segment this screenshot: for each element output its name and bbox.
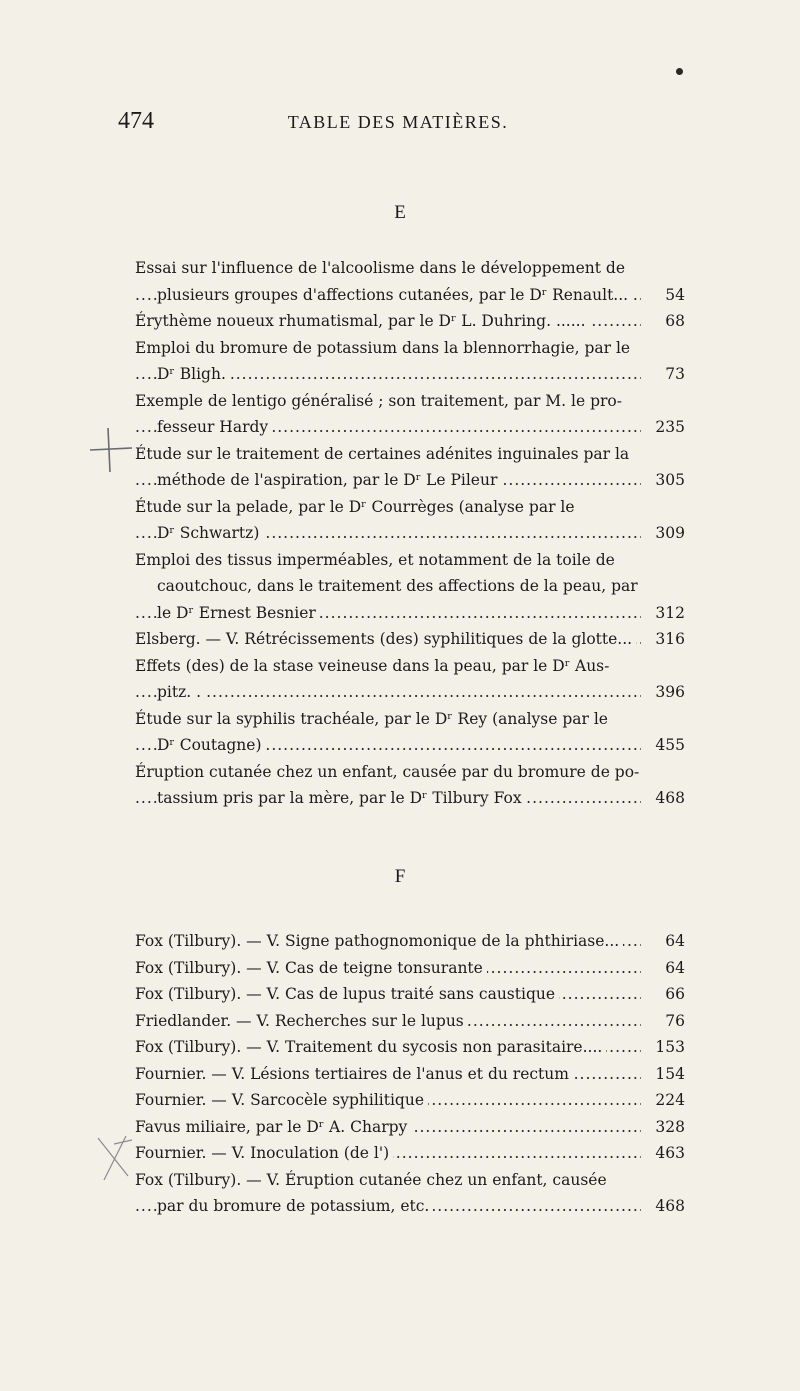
index-entry bbox=[135, 1034, 685, 1061]
entry-text: Érythème noueux rhumatismal, par le Dʳ L. Duhring. ...... bbox=[135, 312, 590, 330]
entry-text: Fournier. — V. Lésions tertiaires de l'anus et du rectum bbox=[135, 1065, 573, 1083]
index-entry bbox=[135, 981, 685, 1008]
index-entry-line bbox=[135, 706, 685, 733]
entry-text: méthode de l'aspiration, par le Dʳ Le Pileur bbox=[157, 471, 501, 489]
pencil-cross-mark bbox=[86, 420, 136, 480]
index-entry-line bbox=[135, 308, 685, 335]
index-entry-line bbox=[135, 1034, 685, 1061]
index-entry bbox=[135, 706, 685, 759]
page-reference: 305 bbox=[641, 467, 685, 494]
entry-text: Exemple de lentigo généralisé ; son traitement, par M. le pro- bbox=[135, 392, 626, 410]
entry-text: Éruption cutanée chez un enfant, causée par du bromure de po- bbox=[135, 763, 643, 781]
entry-text: plusieurs groupes d'affections cutanées, par le Dʳ Renault... bbox=[157, 286, 632, 304]
page-reference: 463 bbox=[641, 1140, 685, 1167]
entry-text: Étude sur la syphilis trachéale, par le Dʳ Rey (analyse par le bbox=[135, 710, 612, 728]
entry-text: Fox (Tilbury). — V. Cas de teigne tonsurante bbox=[135, 959, 487, 977]
entry-text: le Dʳ Ernest Besnier bbox=[157, 604, 320, 622]
page-reference: 153 bbox=[641, 1034, 685, 1061]
page-reference: 68 bbox=[641, 308, 685, 335]
page-reference: 64 bbox=[641, 928, 685, 955]
page-number: 474 bbox=[118, 108, 154, 134]
index-entry-line bbox=[135, 679, 685, 706]
index-entry-line bbox=[135, 785, 685, 812]
index-section-f bbox=[135, 928, 685, 1220]
index-entry bbox=[135, 494, 685, 547]
index-entry-line bbox=[135, 626, 685, 653]
page-header bbox=[118, 108, 678, 138]
index-entry bbox=[135, 1061, 685, 1088]
entry-text: Dʳ Schwartz) bbox=[157, 524, 263, 542]
index-entry-line bbox=[135, 1193, 685, 1220]
page-reference: 312 bbox=[641, 600, 685, 627]
running-title: TABLE DES MATIÈRES. bbox=[287, 112, 509, 132]
entry-text: Fox (Tilbury). — V. Signe pathognomonique de la phthiriase... bbox=[135, 932, 623, 950]
index-entry bbox=[135, 1114, 685, 1141]
entry-text: Étude sur le traitement de certaines adénites inguinales par la bbox=[135, 445, 633, 463]
index-entry-line bbox=[135, 414, 685, 441]
entry-text: Emploi du bromure de potassium dans la blennorrhagie, par le bbox=[135, 339, 634, 357]
index-entry bbox=[135, 1140, 685, 1167]
index-entry-line bbox=[135, 1087, 685, 1114]
index-entry-line bbox=[135, 361, 685, 388]
ink-spot bbox=[676, 68, 683, 75]
entry-text: Friedlander. — V. Recherches sur le lupus bbox=[135, 1012, 468, 1030]
page-reference: 468 bbox=[641, 785, 685, 812]
section-letter-f: F bbox=[394, 866, 406, 887]
index-entry-line bbox=[135, 547, 685, 574]
index-entry-line bbox=[135, 955, 685, 982]
index-entry-line bbox=[135, 335, 685, 362]
index-entry-line bbox=[135, 1140, 685, 1167]
index-entry-line bbox=[135, 981, 685, 1008]
index-entry bbox=[135, 308, 685, 335]
entry-text: Dʳ Coutagne) bbox=[157, 736, 266, 754]
entry-text: fesseur Hardy bbox=[157, 418, 272, 436]
index-entry-line bbox=[135, 573, 685, 600]
index-entry bbox=[135, 1087, 685, 1114]
page-reference: 468 bbox=[641, 1193, 685, 1220]
index-entry-line bbox=[135, 494, 685, 521]
entry-text: Essai sur l'influence de l'alcoolisme dans le développement de bbox=[135, 259, 629, 277]
index-entry bbox=[135, 441, 685, 494]
entry-text: Fournier. — V. Inoculation (de l') bbox=[135, 1144, 393, 1162]
index-entry bbox=[135, 335, 685, 388]
index-entry-line bbox=[135, 759, 685, 786]
index-entry-line bbox=[135, 928, 685, 955]
index-entry-line bbox=[135, 388, 685, 415]
entry-text: Étude sur la pelade, par le Dʳ Courrèges (analyse par le bbox=[135, 498, 579, 516]
index-entry bbox=[135, 955, 685, 982]
index-entry bbox=[135, 928, 685, 955]
index-entry-line bbox=[135, 520, 685, 547]
entry-text: tassium pris par la mère, par le Dʳ Tilbury Fox bbox=[157, 789, 526, 807]
page-reference: 235 bbox=[641, 414, 685, 441]
page-reference: 154 bbox=[641, 1061, 685, 1088]
page-reference: 66 bbox=[641, 981, 685, 1008]
page-reference: 76 bbox=[641, 1008, 685, 1035]
index-entry bbox=[135, 1008, 685, 1035]
index-entry bbox=[135, 653, 685, 706]
entry-text: Effets (des) de la stase veineuse dans la peau, par le Dʳ Aus- bbox=[135, 657, 613, 675]
index-entry-line bbox=[135, 1114, 685, 1141]
index-entry bbox=[135, 759, 685, 812]
entry-text: Favus miliaire, par le Dʳ A. Charpy bbox=[135, 1118, 411, 1136]
entry-text: Fox (Tilbury). — V. Cas de lupus traité sans caustique bbox=[135, 985, 559, 1003]
entry-text: Elsberg. — V. Rétrécissements (des) syphilitiques de la glotte... bbox=[135, 630, 636, 648]
entry-text: Emploi des tissus imperméables, et notamment de la toile de bbox=[135, 551, 619, 569]
index-entry-line bbox=[135, 467, 685, 494]
entry-text: pitz. . bbox=[157, 683, 205, 701]
index-entry bbox=[135, 388, 685, 441]
index-entry-line bbox=[135, 600, 685, 627]
entry-text: par du bromure de potassium, etc. bbox=[157, 1197, 433, 1215]
index-entry bbox=[135, 547, 685, 627]
index-entry bbox=[135, 1167, 685, 1220]
index-entry-line bbox=[135, 653, 685, 680]
index-entry bbox=[135, 255, 685, 308]
index-entry-line bbox=[135, 1061, 685, 1088]
index-section-e bbox=[135, 255, 685, 812]
page-reference: 316 bbox=[641, 626, 685, 653]
page-reference: 73 bbox=[641, 361, 685, 388]
page-reference: 309 bbox=[641, 520, 685, 547]
entry-text: Dʳ Bligh. bbox=[157, 365, 230, 383]
index-entry-line bbox=[135, 732, 685, 759]
index-entry-line bbox=[135, 282, 685, 309]
page-reference: 396 bbox=[641, 679, 685, 706]
page-reference: 54 bbox=[641, 282, 685, 309]
index-entry-line bbox=[135, 1167, 685, 1194]
index-entry-line bbox=[135, 255, 685, 282]
index-entry bbox=[135, 626, 685, 653]
page-reference: 455 bbox=[641, 732, 685, 759]
entry-text: Fournier. — V. Sarcocèle syphilitique bbox=[135, 1091, 428, 1109]
entry-text: caoutchouc, dans le traitement des affections de la peau, par bbox=[157, 577, 642, 595]
index-entry-line bbox=[135, 441, 685, 468]
page-reference: 224 bbox=[641, 1087, 685, 1114]
section-letter-e: E bbox=[394, 202, 406, 223]
entry-text: Fox (Tilbury). — V. Éruption cutanée chez un enfant, causée bbox=[135, 1171, 611, 1189]
page-reference: 64 bbox=[641, 955, 685, 982]
page-reference: 328 bbox=[641, 1114, 685, 1141]
entry-text: Fox (Tilbury). — V. Traitement du sycosis non parasitaire.... bbox=[135, 1038, 606, 1056]
index-entry-line bbox=[135, 1008, 685, 1035]
